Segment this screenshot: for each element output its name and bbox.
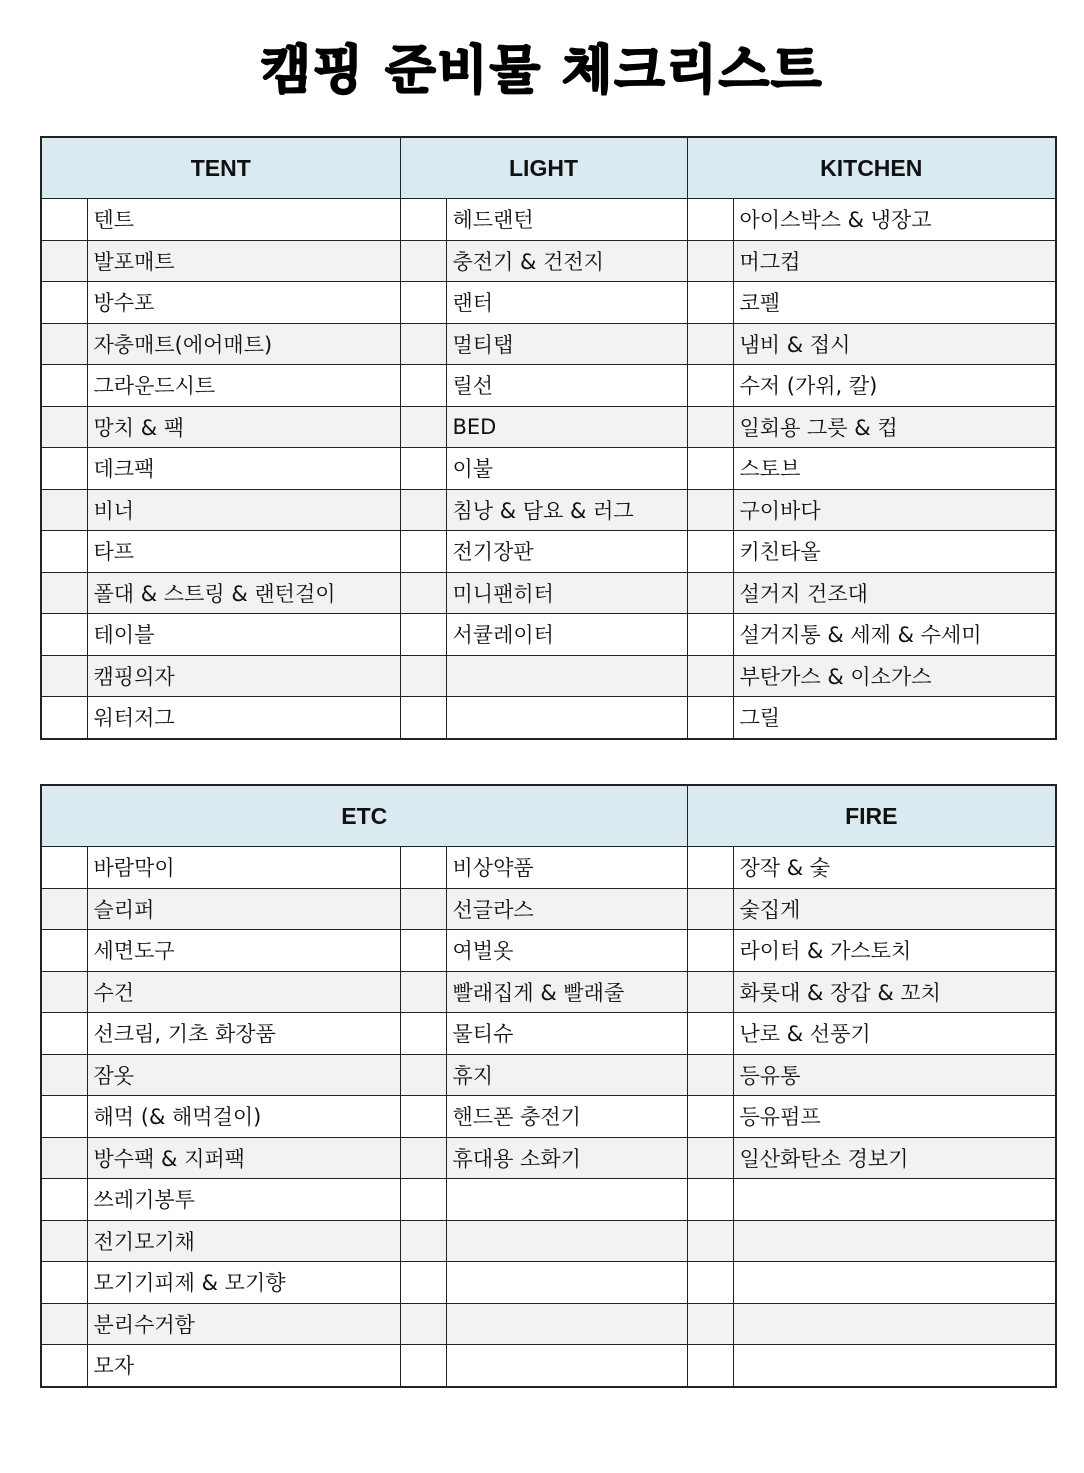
checkbox-cell-etc-left[interactable] [41,971,87,1013]
checkbox-cell-tent[interactable] [41,199,87,241]
checkbox-cell-tent[interactable] [41,614,87,656]
checkbox-cell-fire[interactable] [687,1303,733,1345]
checkbox-cell-light[interactable] [400,282,446,324]
table-row [41,1262,1056,1304]
checkbox-cell-etc-right[interactable] [400,888,446,930]
checkbox-cell-etc-left[interactable] [41,1013,87,1055]
item-tent: 망치 & 팩 [87,406,400,448]
item-light: 충전기 & 건전지 [446,240,687,282]
checkbox-cell-kitchen[interactable] [687,489,733,531]
checkbox-cell-tent[interactable] [41,655,87,697]
item-fire: 등유통 [733,1054,1056,1096]
checkbox-cell-tent[interactable] [41,323,87,365]
checkbox-cell-tent[interactable] [41,697,87,739]
item-light: 멀티탭 [446,323,687,365]
checkbox-cell-etc-right[interactable] [400,930,446,972]
checkbox-cell-kitchen[interactable] [687,365,733,407]
checkbox-cell-etc-right[interactable] [400,1054,446,1096]
table-row [41,1220,1056,1262]
checkbox-cell-fire[interactable] [687,1262,733,1304]
checkbox-cell-fire[interactable] [687,971,733,1013]
checkbox-cell-kitchen[interactable] [687,531,733,573]
checkbox-cell-etc-right[interactable] [400,1137,446,1179]
checkbox-cell-fire[interactable] [687,888,733,930]
item-fire: 장작 & 숯 [733,847,1056,889]
checkbox-cell-kitchen[interactable] [687,240,733,282]
item-tent: 테이블 [87,614,400,656]
table-row [41,1303,1056,1345]
table-row [41,1179,1056,1221]
table-row [41,655,1056,697]
header-light: LIGHT [400,137,687,199]
checklist-table-main [40,136,1057,740]
table-row [41,697,1056,739]
item-light: 서큘레이터 [446,614,687,656]
checkbox-cell-etc-right[interactable] [400,847,446,889]
table-row [41,448,1056,490]
table-row [41,282,1056,324]
checkbox-cell-fire[interactable] [687,847,733,889]
checkbox-cell-fire[interactable] [687,1179,733,1221]
checkbox-cell-light[interactable] [400,323,446,365]
checkbox-cell-light[interactable] [400,365,446,407]
item-kitchen: 냄비 & 접시 [733,323,1056,365]
item-tent: 타프 [87,531,400,573]
checkbox-cell-light[interactable] [400,448,446,490]
checkbox-cell-etc-right[interactable] [400,1179,446,1221]
table-row [41,847,1056,889]
checkbox-cell-kitchen[interactable] [687,323,733,365]
checkbox-cell-etc-right[interactable] [400,971,446,1013]
item-fire: 등유펌프 [733,1096,1056,1138]
checkbox-cell-etc-left[interactable] [41,847,87,889]
checkbox-cell-etc-right[interactable] [400,1262,446,1304]
table-row [41,1013,1056,1055]
item-fire: 숯집게 [733,888,1056,930]
checkbox-cell-fire[interactable] [687,1054,733,1096]
header-etc: ETC [41,785,687,847]
header-tent: TENT [41,137,400,199]
item-tent: 그라운드시트 [87,365,400,407]
checkbox-cell-etc-right[interactable] [400,1220,446,1262]
checkbox-cell-light[interactable] [400,655,446,697]
checkbox-cell-tent[interactable] [41,282,87,324]
item-etc-right: 여벌옷 [446,930,687,972]
checkbox-cell-etc-left[interactable] [41,1137,87,1179]
checkbox-cell-light[interactable] [400,406,446,448]
table-row [41,323,1056,365]
item-etc-left: 분리수거함 [87,1303,400,1345]
table-row [41,572,1056,614]
checkbox-cell-kitchen[interactable] [687,614,733,656]
checkbox-cell-light[interactable] [400,572,446,614]
item-etc-left: 방수팩 & 지퍼팩 [87,1137,400,1179]
item-fire: 일산화탄소 경보기 [733,1137,1056,1179]
table-row [41,971,1056,1013]
item-tent: 캠핑의자 [87,655,400,697]
table-row [41,1096,1056,1138]
checkbox-cell-etc-left[interactable] [41,1096,87,1138]
checkbox-cell-tent[interactable] [41,365,87,407]
item-etc-right: 물티슈 [446,1013,687,1055]
item-fire: 라이터 & 가스토치 [733,930,1056,972]
item-tent: 데크팩 [87,448,400,490]
item-tent: 비너 [87,489,400,531]
checkbox-cell-fire[interactable] [687,1345,733,1387]
checkbox-cell-etc-left[interactable] [41,1179,87,1221]
checkbox-cell-light[interactable] [400,489,446,531]
item-light: 미니팬히터 [446,572,687,614]
item-light [446,697,687,739]
checkbox-cell-kitchen[interactable] [687,406,733,448]
checkbox-cell-etc-left[interactable] [41,1345,87,1387]
checkbox-cell-light[interactable] [400,697,446,739]
item-kitchen: 구이바다 [733,489,1056,531]
item-kitchen: 그릴 [733,697,1056,739]
item-etc-right [446,1179,687,1221]
table-row [41,240,1056,282]
checkbox-cell-etc-left[interactable] [41,930,87,972]
item-fire [733,1262,1056,1304]
checkbox-cell-fire[interactable] [687,1137,733,1179]
checkbox-cell-tent[interactable] [41,489,87,531]
checkbox-cell-kitchen[interactable] [687,448,733,490]
table-row [41,614,1056,656]
checkbox-cell-tent[interactable] [41,572,87,614]
item-etc-left: 잠옷 [87,1054,400,1096]
item-fire [733,1220,1056,1262]
table-row [41,406,1056,448]
page-title: 캠핑 준비물 체크리스트 [260,41,824,101]
table-row [41,1054,1056,1096]
item-light [446,655,687,697]
item-kitchen: 설거지통 & 세제 & 수세미 [733,614,1056,656]
header-fire: FIRE [687,785,1056,847]
checkbox-cell-kitchen[interactable] [687,572,733,614]
checkbox-cell-etc-right[interactable] [400,1345,446,1387]
item-kitchen: 아이스박스 & 냉장고 [733,199,1056,241]
item-etc-right: 선글라스 [446,888,687,930]
item-etc-right [446,1262,687,1304]
checkbox-cell-fire[interactable] [687,1220,733,1262]
item-fire [733,1179,1056,1221]
checkbox-cell-kitchen[interactable] [687,697,733,739]
item-etc-left: 선크림, 기초 화장품 [87,1013,400,1055]
table-row [41,930,1056,972]
item-etc-left: 슬리퍼 [87,888,400,930]
item-light: 침낭 & 담요 & 러그 [446,489,687,531]
item-kitchen: 수저 (가위, 칼) [733,365,1056,407]
checkbox-cell-etc-left[interactable] [41,1303,87,1345]
item-kitchen: 스토브 [733,448,1056,490]
checkbox-cell-tent[interactable] [41,531,87,573]
table-row [41,1137,1056,1179]
item-kitchen: 코펠 [733,282,1056,324]
table-row [41,199,1056,241]
checkbox-cell-tent[interactable] [41,448,87,490]
item-etc-left: 전기모기채 [87,1220,400,1262]
checkbox-cell-light[interactable] [400,240,446,282]
item-etc-right: 비상약품 [446,847,687,889]
checkbox-cell-tent[interactable] [41,240,87,282]
item-light: 릴선 [446,365,687,407]
checkbox-cell-etc-left[interactable] [41,888,87,930]
item-fire [733,1303,1056,1345]
item-tent: 워터저그 [87,697,400,739]
checkbox-cell-kitchen[interactable] [687,199,733,241]
item-fire: 난로 & 선풍기 [733,1013,1056,1055]
item-tent: 발포매트 [87,240,400,282]
item-kitchen: 설거지 건조대 [733,572,1056,614]
checkbox-cell-fire[interactable] [687,1013,733,1055]
item-kitchen: 머그컵 [733,240,1056,282]
item-kitchen: 키친타올 [733,531,1056,573]
checkbox-cell-etc-right[interactable] [400,1013,446,1055]
item-fire: 화롯대 & 장갑 & 꼬치 [733,971,1056,1013]
item-tent: 자충매트(에어매트) [87,323,400,365]
table-row [41,365,1056,407]
checkbox-cell-etc-right[interactable] [400,1303,446,1345]
checkbox-cell-etc-left[interactable] [41,1262,87,1304]
checkbox-cell-etc-right[interactable] [400,1096,446,1138]
item-etc-left: 해먹 (& 해먹걸이) [87,1096,400,1138]
checkbox-cell-light[interactable] [400,614,446,656]
checkbox-cell-kitchen[interactable] [687,282,733,324]
item-kitchen: 일회용 그릇 & 컵 [733,406,1056,448]
item-etc-right: 휴지 [446,1054,687,1096]
checkbox-cell-fire[interactable] [687,930,733,972]
item-etc-left: 모자 [87,1345,400,1387]
item-tent: 텐트 [87,199,400,241]
item-etc-right: 핸드폰 충전기 [446,1096,687,1138]
checkbox-cell-fire[interactable] [687,1096,733,1138]
checkbox-cell-kitchen[interactable] [687,655,733,697]
header-row [41,137,1056,199]
item-etc-left: 세면도구 [87,930,400,972]
item-etc-left: 모기기피제 & 모기향 [87,1262,400,1304]
item-light: 전기장판 [446,531,687,573]
item-etc-right [446,1303,687,1345]
table-row [41,1345,1056,1387]
item-etc-right [446,1345,687,1387]
item-etc-right [446,1220,687,1262]
item-etc-right: 빨래집게 & 빨래줄 [446,971,687,1013]
item-etc-left: 쓰레기봉투 [87,1179,400,1221]
item-light: 랜터 [446,282,687,324]
checkbox-cell-light[interactable] [400,531,446,573]
item-light: 이불 [446,448,687,490]
checkbox-cell-tent[interactable] [41,406,87,448]
table-row [41,888,1056,930]
item-kitchen: 부탄가스 & 이소가스 [733,655,1056,697]
item-etc-left: 바람막이 [87,847,400,889]
item-etc-right: 휴대용 소화기 [446,1137,687,1179]
table-row [41,489,1056,531]
checklist-table-etc-fire [40,784,1057,1388]
checkbox-cell-etc-left[interactable] [41,1054,87,1096]
header-kitchen: KITCHEN [687,137,1056,199]
header-row [41,785,1056,847]
table-row [41,531,1056,573]
item-tent: 방수포 [87,282,400,324]
item-tent: 폴대 & 스트링 & 랜턴걸이 [87,572,400,614]
item-light: 헤드랜턴 [446,199,687,241]
checkbox-cell-etc-left[interactable] [41,1220,87,1262]
item-fire [733,1345,1056,1387]
item-etc-left: 수건 [87,971,400,1013]
checkbox-cell-light[interactable] [400,199,446,241]
item-light: BED [446,406,687,448]
